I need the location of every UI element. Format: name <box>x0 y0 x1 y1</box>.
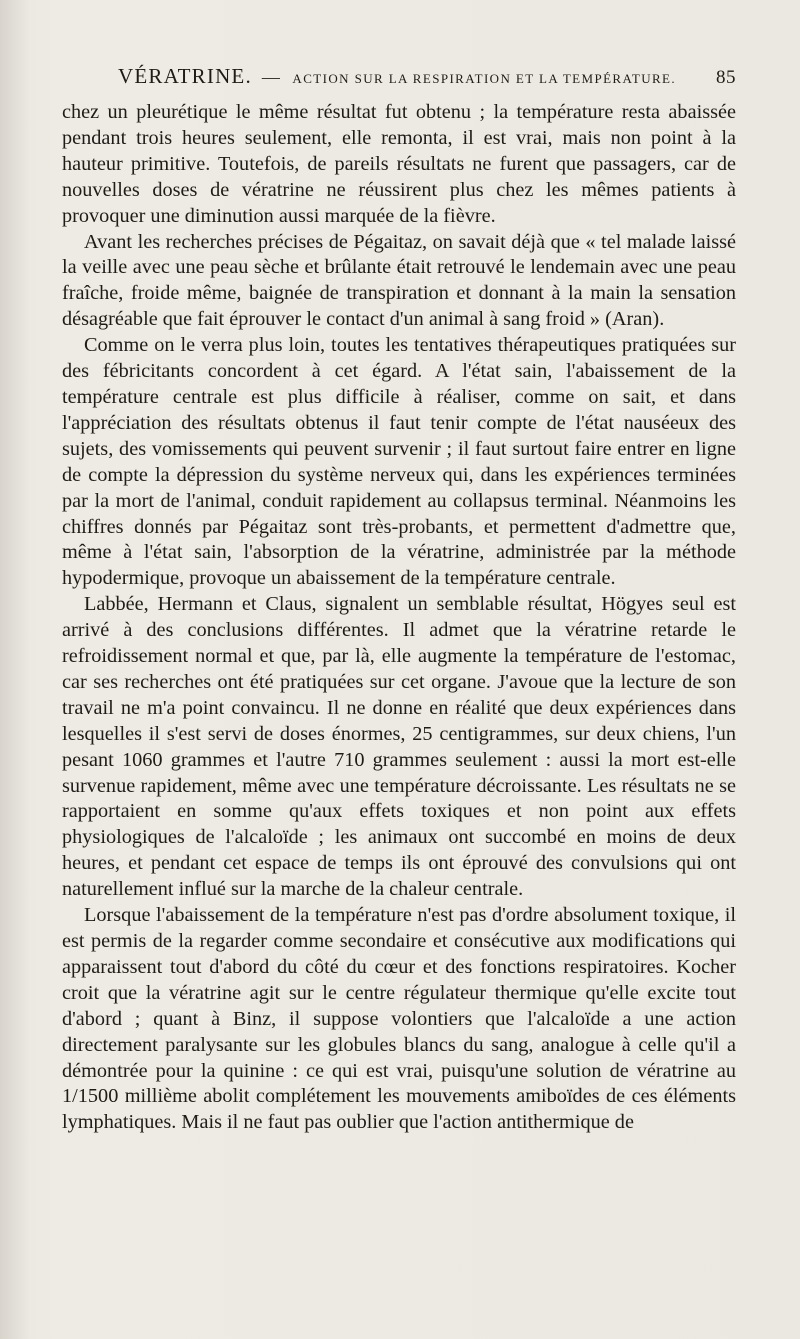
paragraph-4: Labbée, Hermann et Claus, signalent un semblable résultat, Högyes seul est arrivé à des conclusions différentes. Il admet que la vératrine retarde le refroidissement normal et que, par là, elle augmente la température de l'estomac, car ses recherches ont été pratiquées sur cet organe. J'avoue que la lecture de son travail ne m'a point convaincu. Il ne donne en réalité que deux expériences dans lesquelles il s'est servi de doses énormes, 25 centigrammes, sur deux chiens, l'un pesant 1060 grammes et l'autre 710 grammes seulement : aussi la mort est-elle survenue rapidement, même avec une température décroissante. Les résultats ne se rapportaient en somme qu'aux effets toxiques et non point aux effets physiologiques de l'alcaloïde ; les animaux ont succombé en moins de deux heures, et pendant cet espace de temps ils ont éprouvé des convulsions qui ont naturellement influé sur la marche de la chaleur centrale. <box>62 593 736 901</box>
paragraph-1: chez un pleurétique le même résultat fut obtenu ; la température resta abaissée pendant trois heures seulement, elle remonta, il est vrai, mais non point à la hauteur primitive. Toutefois, de pareils résultats ne furent que passagers, car de nouvelles doses de vératrine ne réussirent plus chez les mêmes patients à provoquer une diminution aussi marquée de la fièvre. <box>62 101 736 227</box>
paragraph-3: Comme on le verra plus loin, toutes les tentatives thérapeutiques pratiquées sur des fébricitants concordent à cet égard. A l'état sain, l'abaissement de la température centrale est plus difficile à réaliser, comme on sait, et dans l'appréciation des résultats obtenus il faut tenir compte de l'état nauséeux des sujets, des vomissements qui peuvent survenir ; il faut surtout faire entrer en ligne de compte la dépression du système nerveux qui, dans les expériences terminées par la mort de l'animal, conduit rapidement au collapsus terminal. Néanmoins les chiffres donnés par Pégaitaz sont très-probants, et permettent d'admettre que, même à l'état sain, l'absorption de la vératrine, administrée par la méthode hypodermique, provoque un abaissement de la température centrale. <box>62 334 736 590</box>
header-subtitle: ACTION SUR LA RESPIRATION ET LA TEMPÉRATURE. <box>292 71 677 86</box>
header-dash: — <box>261 67 281 87</box>
paragraph-2: Avant les recherches précises de Pégaitaz, on savait déjà que « tel malade laissé la veille avec une peau sèche et brûlante était retrouvé le lendemain avec une peau fraîche, froide même, baignée de transpiration et donnant à la main la sensation désagréable que fait éprouver le contact d'un animal à sang froid » (Aran). <box>62 230 736 331</box>
running-header <box>118 64 736 94</box>
body-text <box>62 100 736 1136</box>
paragraph-5: Lorsque l'abaissement de la température n'est pas d'ordre absolument toxique, il est permis de la regarder comme secondaire et consécutive aux modifications qui apparaissent tout d'abord du côté du cœur et des fonctions respiratoires. Kocher croit que la vératrine agit sur le centre régulateur thermique qu'elle excite tout d'abord ; quant à Binz, il suppose volontiers que l'alcaloïde a une action directement paralysante sur les globules blancs du sang, analogue à celle qu'il a démontrée pour la quinine : ce qui est vrai, puisqu'une solution de vératrine au 1/1500 millième abolit complétement les mouvements amiboïdes de ces éléments lymphatiques. Mais il ne faut pas oublier que l'action antithermique de <box>62 904 736 1134</box>
page-number: 85 <box>716 67 736 88</box>
header-title: VÉRATRINE. <box>118 64 252 88</box>
